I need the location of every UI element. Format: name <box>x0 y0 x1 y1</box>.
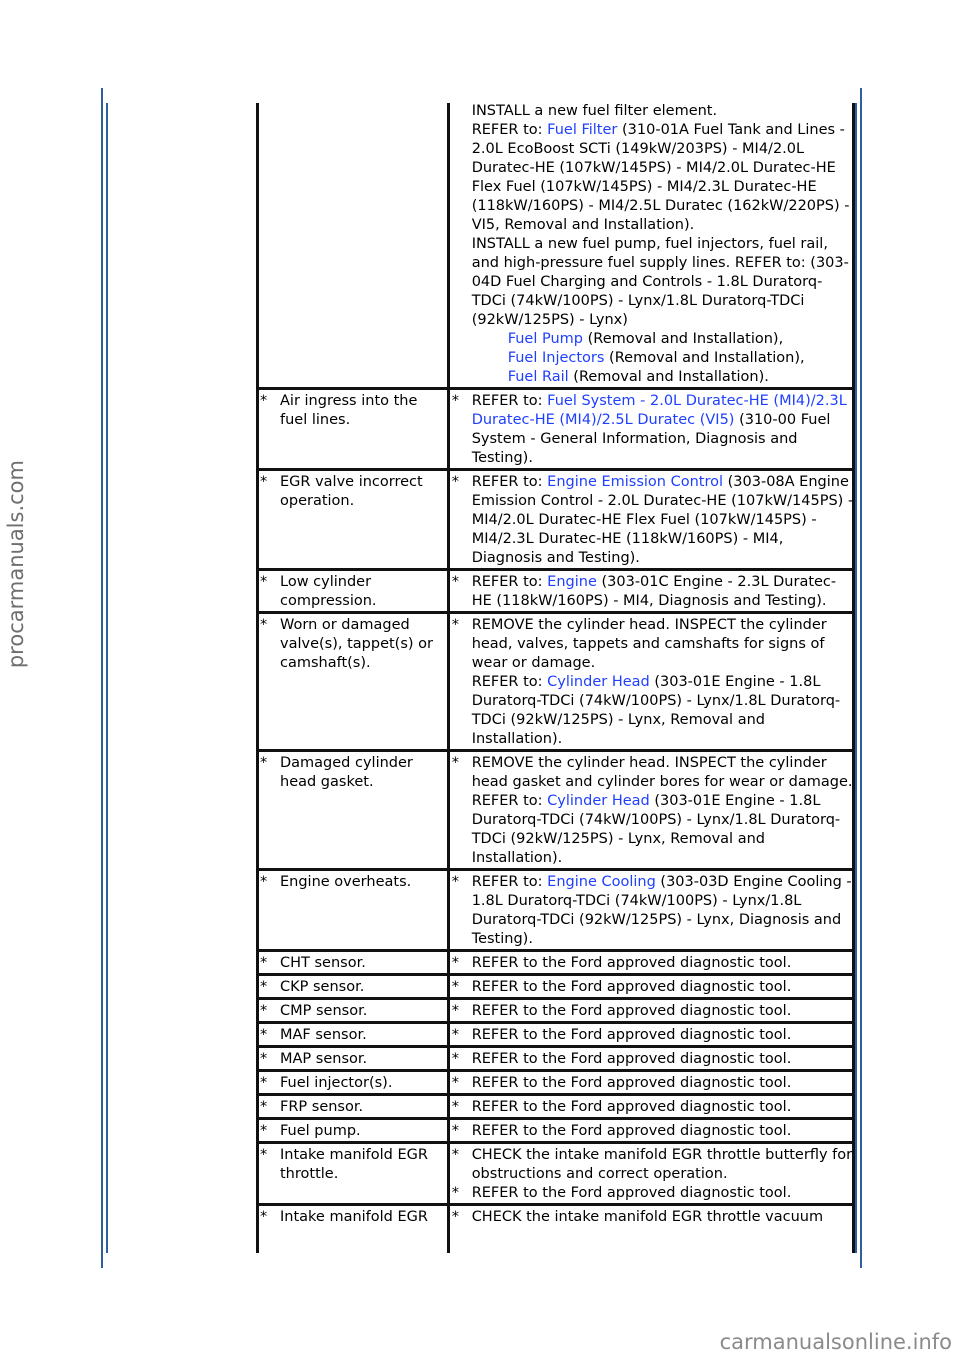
cause-cell <box>258 1048 447 1069</box>
cause-cell <box>258 1024 447 1045</box>
action-cell <box>450 1000 854 1021</box>
cause-cell <box>258 1144 447 1203</box>
intro-link-list <box>452 330 854 387</box>
table-row <box>258 614 854 752</box>
cause-item: * Low cylinder compression. <box>260 574 377 609</box>
action-cell <box>450 752 854 868</box>
action-cell <box>450 1120 854 1141</box>
action-item: * REMOVE the cylinder head. INSPECT the cylinder head, valves, tappets and camshafts for signs of wear or damage. REFER to: Cylinder Head (303-01E Engine - 1.8L Duratorq-TDCi (74kW/100PS) - Lynx/1.8L Duratorq-TDCi (92kW/125PS) - Lynx, Removal and Installation). <box>452 616 854 749</box>
table-row <box>258 976 854 1000</box>
install-filter-text: INSTALL a new fuel filter element. <box>471 103 718 119</box>
table-row <box>258 752 854 871</box>
table-row <box>258 1206 854 1227</box>
reference-link[interactable]: Fuel Injectors <box>507 350 605 366</box>
bullet-icon: * <box>260 755 268 771</box>
cause-cell <box>258 976 447 997</box>
cause-item: * Air ingress into the fuel lines. <box>260 393 418 428</box>
fuel-filter-link[interactable]: Fuel Filter <box>547 122 618 138</box>
install-pump-text: INSTALL a new fuel pump, fuel injectors, fuel rail, and high-pressure fuel supply lines. REFER to: (303-04D Fuel Charging and Controls - 1.8L Duratorq-TDCi (74kW/100PS) - Lynx/1.8L Duratorq-TDCi (92kW/125PS) - Lynx) <box>471 236 849 328</box>
reference-line: REFER to: Cylinder Head (303-01E Engine - 1.8L Duratorq-TDCi (74kW/100PS) - Lynx/1.8L Duratorq-TDCi (92kW/125PS) - Lynx, Removal and Installation). <box>471 793 841 866</box>
table-row <box>258 1000 854 1024</box>
bullet-icon: * <box>451 1123 459 1139</box>
bullet-icon: * <box>451 1027 459 1043</box>
table-row <box>258 1120 854 1144</box>
bullet-icon: * <box>260 574 268 590</box>
bullet-icon: * <box>260 955 268 971</box>
cause-item: * MAP sensor. <box>260 1051 368 1067</box>
action-cell <box>450 1144 854 1203</box>
bullet-icon: * <box>451 617 459 633</box>
action-item: * REFER to: Engine Emission Control (303-08A Engine Emission Control - 2.0L Duratec-HE (107kW/145PS) - MI4/2.0L Duratec-HE Flex Fuel (107kW/145PS) - MI4/2.3L Duratec-HE (118kW/160PS) - MI4, Diagnosis and Testing). <box>451 474 854 566</box>
cause-cell <box>258 614 447 749</box>
bottom-watermark: carmanualsonline.info <box>719 1330 952 1354</box>
intro-link-item: Fuel Injectors (Removal and Installation), <box>507 350 805 366</box>
table-row <box>258 871 854 952</box>
action-cell <box>450 1072 854 1093</box>
cause-item: * Damaged cylinder head gasket. <box>260 755 413 790</box>
cause-item: * Engine overheats. <box>260 874 412 890</box>
table-row <box>258 1048 854 1072</box>
cause-item: * Fuel pump. <box>260 1123 361 1139</box>
reference-line: REFER to: Cylinder Head (303-01E Engine - 1.8L Duratorq-TDCi (74kW/100PS) - Lynx/1.8L Duratorq-TDCi (92kW/125PS) - Lynx, Removal and Installation). <box>471 674 841 747</box>
cause-cell <box>258 1096 447 1117</box>
cause-item: * Intake manifold EGR <box>260 1209 428 1225</box>
reference-link[interactable]: Fuel Pump <box>507 331 583 347</box>
action-item: * REMOVE the cylinder head. INSPECT the cylinder head gasket and cylinder bores for wear or damage. REFER to: Cylinder Head (303-01E Engine - 1.8L Duratorq-TDCi (74kW/100PS) - Lynx/1.8L Duratorq-TDCi (92kW/125PS) - Lynx, Removal and Installation). <box>451 755 853 866</box>
action-cell <box>450 390 854 468</box>
right-outer-rule <box>860 88 862 1268</box>
bullet-icon: * <box>260 874 268 890</box>
filter-reference: REFER to: Fuel Filter (310-01A Fuel Tank and Lines - 2.0L EcoBoost SCTi (149kW/203PS) - MI4/2.0L Duratec-HE (107kW/145PS) - MI4/2.0L Duratec-HE Flex Fuel (107kW/145PS) - MI4/2.3L Duratec-HE (118kW/160PS) - MI4/2.5L Duratec (162kW/220PS) - VI5, Removal and Installation). <box>471 122 850 233</box>
diagnosis-table <box>258 100 854 1227</box>
bullet-icon: * <box>260 1003 268 1019</box>
action-cell <box>450 1048 854 1069</box>
intro-row <box>258 100 854 390</box>
action-item: * REFER to the Ford approved diagnostic tool. <box>451 1075 792 1091</box>
reference-link[interactable]: Engine <box>547 574 597 590</box>
bullet-icon: * <box>451 1147 459 1163</box>
cause-cell <box>258 1120 447 1141</box>
left-outer-rule <box>101 88 103 1268</box>
bullet-icon: * <box>451 1209 459 1225</box>
left-inner-rule <box>106 103 108 1253</box>
action-cell <box>450 1096 854 1117</box>
action-cell <box>450 1024 854 1045</box>
cause-cell <box>258 1206 447 1227</box>
cause-item: * EGR valve incorrect operation. <box>260 474 423 509</box>
action-item: * REFER to the Ford approved diagnostic tool. <box>451 1027 792 1043</box>
bullet-icon: * <box>451 474 459 490</box>
action-item: * REFER to the Ford approved diagnostic tool. <box>451 1123 792 1139</box>
reference-link[interactable]: Fuel Rail <box>507 369 569 385</box>
cause-cell <box>258 752 447 868</box>
intro-link-item: Fuel Rail (Removal and Installation). <box>507 369 769 385</box>
action-item: * REFER to the Ford approved diagnostic tool. <box>451 955 792 971</box>
cause-item: * FRP sensor. <box>260 1099 364 1115</box>
cause-item: * MAF sensor. <box>260 1027 367 1043</box>
table-row <box>258 952 854 976</box>
action-cell <box>450 952 854 973</box>
cause-cell <box>258 952 447 973</box>
bullet-icon: * <box>260 1147 268 1163</box>
bullet-icon: * <box>260 1099 268 1115</box>
cause-item: * CHT sensor. <box>260 955 366 971</box>
cause-item: * Intake manifold EGR throttle. <box>260 1147 428 1182</box>
action-cell <box>450 571 854 611</box>
cause-item: * CKP sensor. <box>260 979 365 995</box>
action-item: * REFER to the Ford approved diagnostic tool. <box>451 1185 792 1201</box>
cause-cell <box>258 100 447 387</box>
action-item: * REFER to the Ford approved diagnostic tool. <box>451 979 792 995</box>
bullet-icon: * <box>451 1099 459 1115</box>
action-cell <box>450 871 854 949</box>
action-item: * REFER to: Fuel System - 2.0L Duratec-HE (MI4)/2.3L Duratec-HE (MI4)/2.5L Duratec (VI5) (310-00 Fuel System - General Information, Diagnosis and Testing). <box>451 393 847 466</box>
right-inner-rule <box>855 103 857 1253</box>
action-item: * REFER to the Ford approved diagnostic tool. <box>451 1099 792 1115</box>
bullet-icon: * <box>260 1123 268 1139</box>
bullet-icon: * <box>451 393 459 409</box>
reference-link[interactable]: Fuel System - 2.0L Duratec-HE (MI4)/2.3L Duratec-HE (MI4)/2.5L Duratec (VI5) <box>471 393 847 428</box>
bullet-icon: * <box>260 1075 268 1091</box>
cause-cell <box>258 1072 447 1093</box>
action-item: * CHECK the intake manifold EGR throttle butterfly for obstructions and correct operation. <box>451 1147 853 1182</box>
table-row <box>258 1072 854 1096</box>
bullet-icon: * <box>451 755 459 771</box>
bullet-icon: * <box>451 1185 459 1201</box>
side-watermark: procarmanuals.com <box>4 460 28 669</box>
reference-link[interactable]: Engine Cooling <box>547 874 656 890</box>
bullet-icon: * <box>260 1051 268 1067</box>
action-cell <box>450 1206 854 1227</box>
cause-cell <box>258 1000 447 1021</box>
action-item: * REFER to: Engine Cooling (303-03D Engine Cooling - 1.8L Duratorq-TDCi (74kW/100PS) - Lynx/1.8L Duratorq-TDCi (92kW/125PS) - Lynx, Diagnosis and Testing). <box>451 874 852 947</box>
reference-link[interactable]: Cylinder Head <box>547 793 650 809</box>
action-item: * REFER to: Engine (303-01C Engine - 2.3L Duratec-HE (118kW/160PS) - MI4, Diagnosis and Testing). <box>451 574 837 609</box>
bullet-icon: * <box>451 874 459 890</box>
cause-item: * CMP sensor. <box>260 1003 368 1019</box>
action-item: * REFER to the Ford approved diagnostic tool. <box>451 1051 792 1067</box>
table-row <box>258 1024 854 1048</box>
bullet-icon: * <box>451 979 459 995</box>
cause-cell <box>258 571 447 611</box>
bullet-icon: * <box>451 574 459 590</box>
reference-link[interactable]: Engine Emission Control <box>547 474 724 490</box>
bullet-icon: * <box>260 1209 268 1225</box>
table-row <box>258 390 854 471</box>
bullet-icon: * <box>451 1003 459 1019</box>
table-row <box>258 1144 854 1206</box>
bullet-icon: * <box>451 1051 459 1067</box>
bullet-icon: * <box>260 474 268 490</box>
cause-item: * Fuel injector(s). <box>260 1075 393 1091</box>
action-item: * CHECK the intake manifold EGR throttle vacuum <box>451 1209 824 1225</box>
reference-link[interactable]: Cylinder Head <box>547 674 650 690</box>
bullet-icon: * <box>260 1027 268 1043</box>
action-cell <box>450 614 854 749</box>
cause-cell <box>258 871 447 949</box>
action-cell <box>450 100 854 387</box>
bullet-icon: * <box>260 617 268 633</box>
bullet-icon: * <box>260 979 268 995</box>
table-row <box>258 1096 854 1120</box>
bullet-icon: * <box>451 955 459 971</box>
cause-item: * Worn or damaged valve(s), tappet(s) or camshaft(s). <box>260 617 433 671</box>
action-item: * REFER to the Ford approved diagnostic tool. <box>451 1003 792 1019</box>
cause-cell <box>258 390 447 468</box>
cause-cell <box>258 471 447 568</box>
bullet-icon: * <box>451 1075 459 1091</box>
table-row <box>258 571 854 614</box>
action-cell <box>450 976 854 997</box>
action-cell <box>450 471 854 568</box>
table-row <box>258 471 854 571</box>
intro-link-item: Fuel Pump (Removal and Installation), <box>507 331 784 347</box>
bullet-icon: * <box>260 393 268 409</box>
